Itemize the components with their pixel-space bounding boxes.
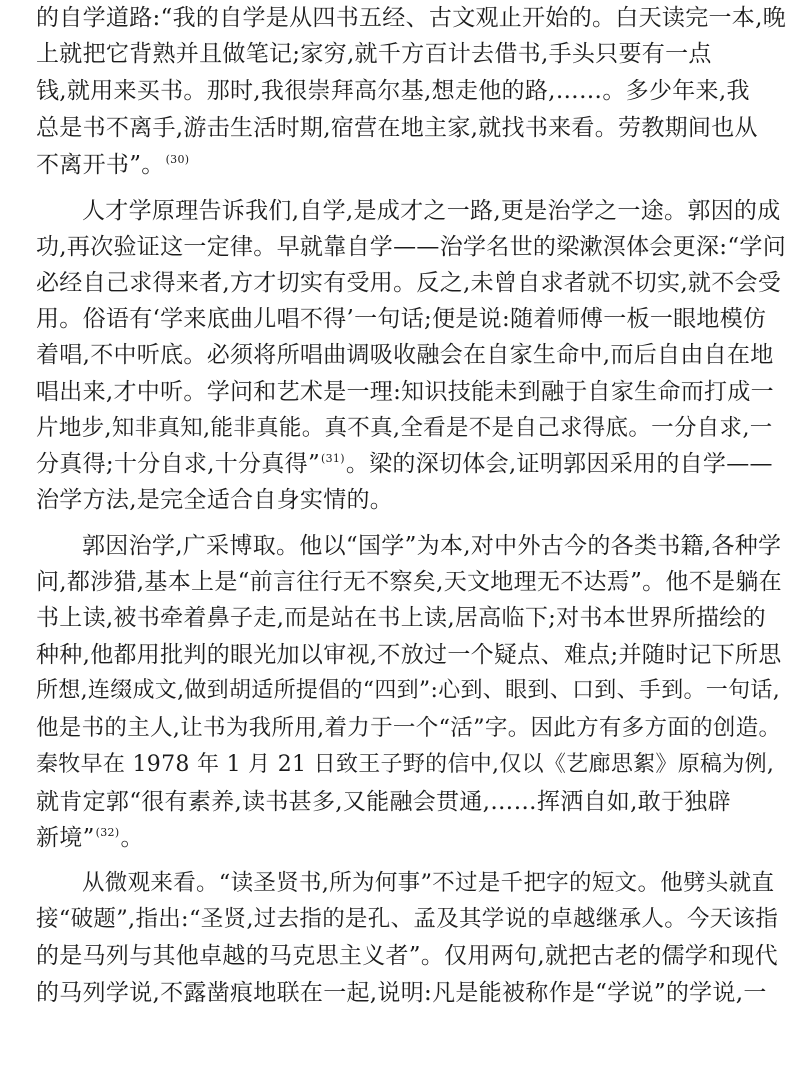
text-line [36,600,766,636]
text-line [36,147,190,183]
line-text: 的自学道路:“我的自学是从四书五经、古文观止开始的。白天读完一本,晚 [36,5,787,31]
text-line [36,820,144,856]
line-text: 总是书不离手,游击生活时期,宿营在地主家,就找书来看。劳教期间也从 [36,115,758,141]
text-line [82,528,781,564]
text-line [36,482,393,518]
text-line [36,410,773,446]
line-text: 功,再次验证这一定律。早就靠自学——治学名世的梁漱溟体会更深:“学问 [36,234,787,260]
line-text: 就肯定郭“很有素养,读书甚多,又能融会贯通,……挥洒自如,敢于独辟 [36,789,731,815]
text-line [36,229,786,265]
line-text: 的是马列与其他卓越的马克思主义者”。仅用两句,就把古老的儒学和现代 [36,943,778,969]
text-line [36,901,778,937]
line-text: 他是书的主人,让书为我所用,着力于一个“活”字。因此方有多方面的创造。 [36,715,782,741]
text-line [36,36,712,72]
footnote-ref: (32) [95,826,120,839]
text-line [36,301,766,337]
text-line [36,0,786,36]
text-line [36,673,780,709]
line-text: 接“破题”,指出:“圣贤,过去指的是孔、孟及其学说的卓越继承人。今天该指 [36,906,779,932]
line-text: 唱出来,才中听。学问和艺术是一理:知识技能未到融于自家生命而打成一 [36,379,774,405]
text-line [36,337,774,373]
footnote-ref: (30) [165,153,190,166]
line-text-continued: 。梁的深切体会,证明郭因采用的自学—— [345,451,773,477]
line-text: 种种,他都用批判的眼光加以审视,不放过一个疑点、难点;并随时记下所思 [36,642,782,668]
line-text: 钱,就用来买书。那时,我很崇拜高尔基,想走他的路,……。多少年来,我 [36,78,750,104]
line-text: 人才学原理告诉我们,自学,是成才之一路,更是治学之一途。郭因的成 [82,198,781,224]
line-text: 必经自己求得来者,方才切实有受用。反之,未曾自求者就不切实,就不会受 [36,270,782,296]
line-text: 所想,连缀成文,做到胡适所提倡的“四到”:心到、眼到、口到、手到。一句话, [36,678,780,703]
text-line [36,710,781,746]
text-line [82,865,774,901]
text-line [36,938,778,974]
text-line [36,374,774,410]
text-line [36,975,767,1011]
line-text: 片地步,知非真知,能非真能。真不真,全看是不是自己求得底。一分自求,一 [36,415,773,441]
text-line [36,265,781,301]
line-text: 新境” [36,825,95,851]
line-text: 书上读,被书牵着鼻子走,而是站在书上读,居高临下;对书本世界所描绘的 [36,605,766,631]
text-line [36,747,774,783]
line-text: 不离开书”。 [36,152,165,178]
text-line [36,784,731,820]
line-text: 着唱,不中听底。必须将所唱曲调吸收融会在自家生命中,而后自由自在地 [36,342,774,368]
line-text: 秦牧早在 1978 年 1 月 21 日致王子野的信中,仅以《艺廊思絮》原稿为例, [36,752,775,777]
text-line [36,637,782,673]
line-text: 治学方法,是完全适合自身实情的。 [36,487,394,513]
line-text: 上就把它背熟并且做笔记;家穷,就千方百计去借书,手头只要有一点 [36,41,712,67]
document-page [36,0,786,1072]
text-line [36,110,758,146]
text-line [36,446,773,482]
text-line [36,564,782,600]
line-text-continued: 。 [120,825,144,851]
line-text: 的马列学说,不露凿痕地联在一起,说明:凡是能被称作是“学说”的学说,一 [36,980,767,1006]
line-text: 分真得;十分自求,十分真得” [36,451,321,477]
footnote-ref: (31) [321,452,345,465]
line-text: 郭因治学,广采博取。他以“国学”为本,对中外古今的各类书籍,各种学 [82,533,782,559]
text-line [82,193,781,229]
text-line [36,73,750,109]
line-text: 从微观来看。“读圣贤书,所为何事”不过是千把字的短文。他劈头就直 [82,870,775,896]
line-text: 用。俗语有‘学来底曲儿唱不得’一句话;便是说:随着师傅一板一眼地模仿 [36,306,767,332]
line-text: 问,都涉猎,基本上是“前言往行无不察矣,天文地理无不达焉”。他不是躺在 [36,569,782,595]
